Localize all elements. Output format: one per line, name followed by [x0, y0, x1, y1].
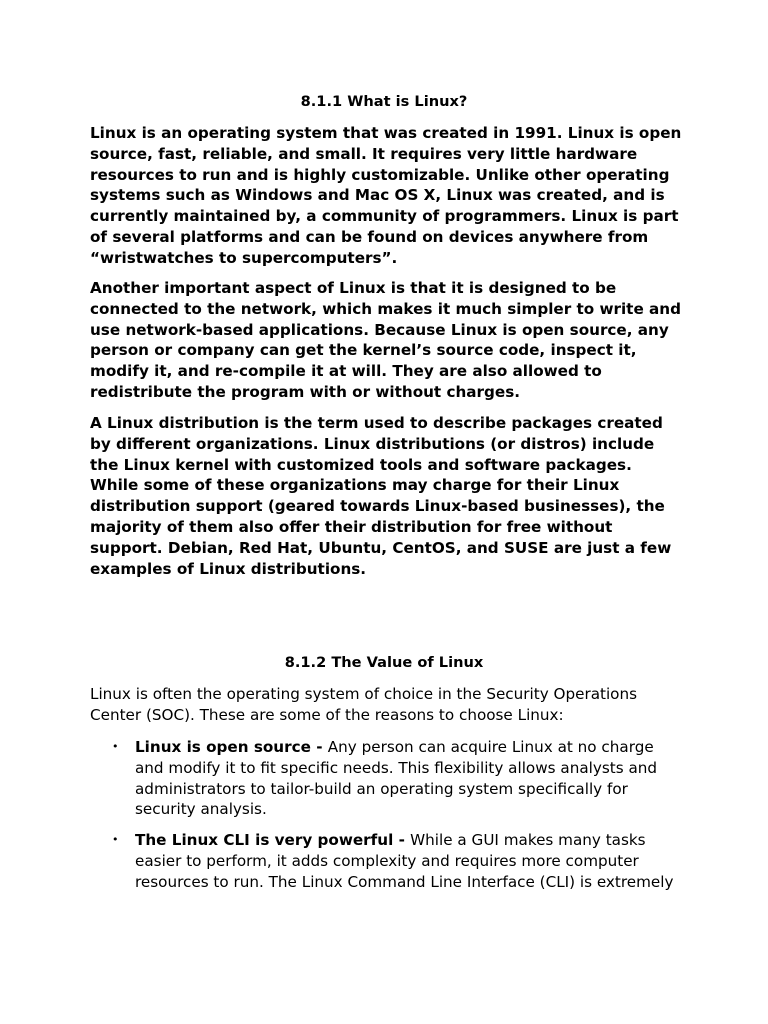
list-item [90, 830, 682, 892]
list-item [90, 737, 682, 820]
bullet-term: Linux is open source - [135, 738, 328, 756]
bullet-term: The Linux CLI is very powerful - [135, 831, 411, 850]
section-heading-what-is-linux: 8.1.1 What is Linux? [300, 93, 468, 110]
paragraph-linux-intro: Linux is an operating system that was created in 1991. Linux is open source, fast, reliable, and small. It requires very little hardware resources to run and is highly customizable. Unlike other operating systems such as Windows and Mac OS X, Linux was created, and is currently maintained by, a community of programmers. Linux is part of several platforms and can be found on devices anywhere from “wristwatches to supercomputers”. [90, 124, 682, 267]
bullet-text: While a GUI makes many tasks easier to perform, it adds complexity and requires more computer resources to run. The Linux Command Line Interface (CLI) is extremely [135, 831, 674, 891]
reasons-bullet-list [90, 737, 682, 903]
paragraph-linux-distribution: A Linux distribution is the term used to describe packages created by different organizations. Linux distributions (or distros) include the Linux kernel with customized tools and software packages. While some of these organizations may charge for their Linux distribution support (geared towards Linux-based businesses), the majority of them also offer their distribution for free without support. Debian, Red Hat, Ubuntu, CentOS, and SUSE are just a few examples of Linux distributions. [90, 414, 672, 578]
bullet-icon: • [112, 740, 119, 753]
section-heading-value-of-linux: 8.1.2 The Value of Linux [284, 654, 484, 671]
bullet-icon: • [112, 833, 119, 847]
paragraph-linux-network: Another important aspect of Linux is that it is designed to be connected to the network, which makes it much simpler to write and use network-based applications. Because Linux is open source, any person or company can get the kernel’s source code, inspect it, modify it, and re-compile it at will. They are also allowed to redistribute the program with or without charges. [90, 279, 681, 401]
bullet-text: Any person can acquire Linux at no charge and modify it to fit specific needs. This flexibility allows analysts and administrators to tailor-build an operating system specifically for security analysis. [135, 738, 658, 819]
paragraph-value-intro: Linux is often the operating system of choice in the Security Operations Center (SOC). These are some of the reasons to choose Linux: [90, 685, 638, 724]
